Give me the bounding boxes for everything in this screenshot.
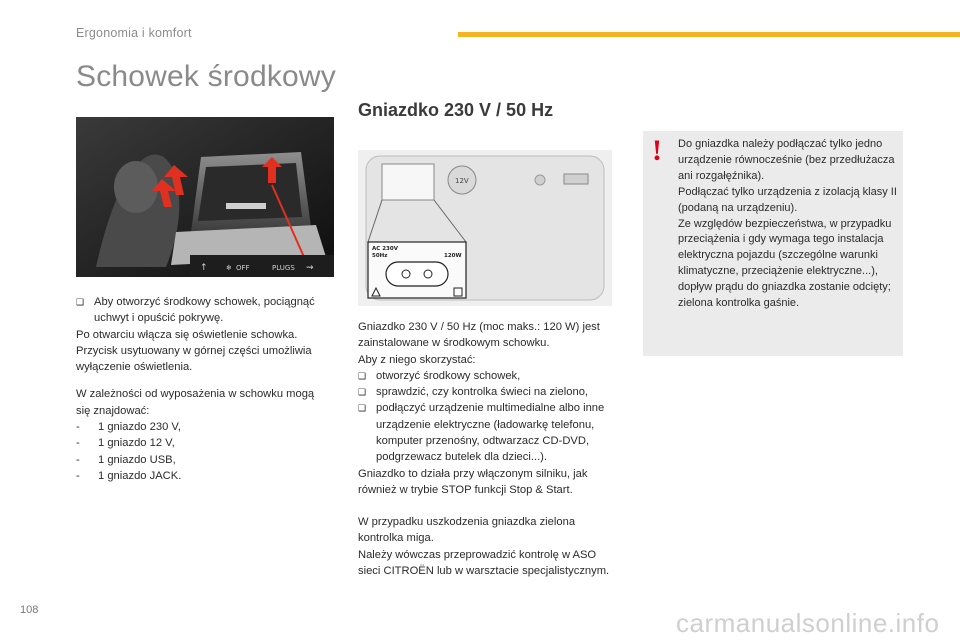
socket-voltage-label: AC 230V [372,246,398,252]
off-label: OFF [236,264,250,272]
list-item: ❑ podłączyć urządzenie multimedialne albo inne urządzenie elektryczne (ładowarkę telefonu, komputer przenośny, odtwarzacz CD-DVD, podgrzewacz butelek dla dzieci...). [358,402,605,464]
paragraph: Gniazdko 230 V / 50 Hz (moc maks.: 120 W) jest zainstalowane w środkowym schowku. [358,321,600,350]
paragraph: Przycisk usytuowany w górnej części umożliwia wyłączenie oświetlenia. [76,344,312,374]
square-bullet-icon: ❑ [358,370,367,381]
left-column-text [76,294,328,484]
page-number: 108 [20,604,39,616]
socket-power-label: 120W [444,253,462,259]
list-item: - 1 gniazdo JACK. [76,469,182,482]
header-accent-bar [458,32,960,37]
svg-text:↑: ↑ [200,263,208,273]
section-header: Ergonomia i komfort [76,26,192,40]
plugs-label: PLUGS [272,264,295,272]
list-item: - 1 gniazdo 230 V, [76,421,181,434]
warning-text: Do gniazdka należy podłączać tylko jedno urządzenie równocześnie (bez przedłużacza ani rozgałęźnika). Podłączać tylko urządzenia z izolacją klasy II (podaną na urządzeniu). Ze względów bezpieczeństwa, w przypadku przeciążenia i gdy wymaga tego instalacja elektryczna pojazdu (szczególne warunki klimatyczne, przeciążenie elektryczne...), dopływ prądu do gniazdka zostanie odcięty; zielona kontrolka gaśnie. [678,138,897,310]
paragraph: Gniazdko to działa przy włączonym silniku, jak również w trybie STOP funkcji Stop & Start. [358,467,588,496]
svg-text:❄: ❄ [226,264,232,272]
middle-column-text [358,319,620,498]
square-bullet-icon: ❑ [358,387,367,398]
square-bullet-icon: ❑ [358,403,367,414]
page-title: Schowek środkowy [76,60,336,93]
square-bullet-icon: ❑ [76,297,85,307]
paragraph: Aby z niego skorzystać: [358,353,476,366]
socket-figure [358,150,612,306]
list-item: ❑ otworzyć środkowy schowek, [358,368,620,384]
socket-12v-label: 12V [455,177,469,185]
list-item: - 1 gniazdo 12 V, [76,437,175,450]
section-subtitle: Gniazdko 230 V / 50 Hz [358,100,554,120]
paragraph: Należy wówczas przeprowadzić kontrolę w ASO sieci CITROËN lub w warsztacie specjalistycznym. [358,548,610,577]
watermark: carmanualsonline.info [676,608,940,638]
list-item: ❑ sprawdzić, czy kontrolka świeci na zielono, [358,384,620,400]
paragraph: W zależności od wyposażenia w schowku mogą się znajdować: [76,388,315,417]
usb-icon: ⇝ [306,263,314,273]
list-item: - 1 gniazdo USB, [76,453,176,466]
paragraph: Po otwarciu włącza się oświetlenie schowka. [76,328,298,341]
open-step: Aby otworzyć środkowy schowek, pociągnąć uchwyt i opuścić pokrywę. [94,296,315,325]
fault-text [358,514,620,579]
glovebox-photo [76,117,334,277]
exclamation-icon: ! [652,134,662,167]
list-item [76,294,328,327]
socket-freq-label: 50Hz [372,253,388,259]
paragraph: W przypadku uszkodzenia gniazdka zielona kontrolka miga. [358,516,576,545]
